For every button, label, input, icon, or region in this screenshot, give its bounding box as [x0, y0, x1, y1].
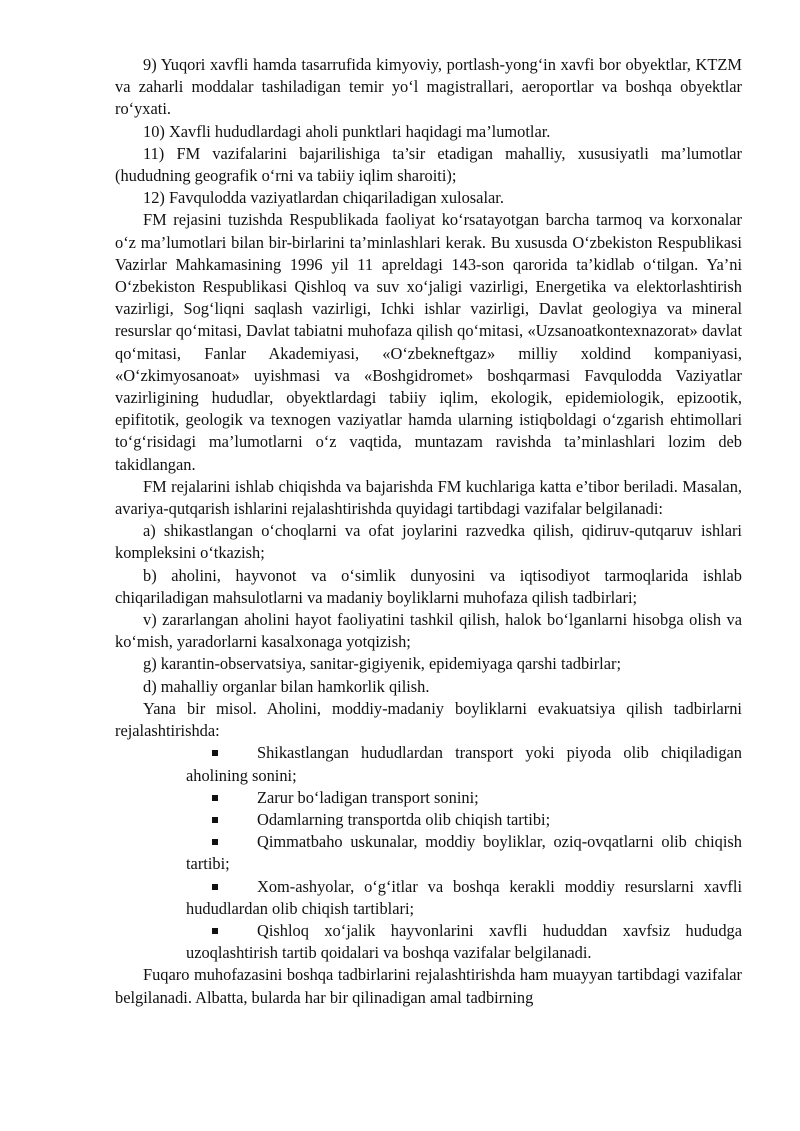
paragraph-item-12: 12) Favqulodda vaziyatlardan chiqariladigan xulosalar.: [143, 188, 504, 208]
paragraph-item-10: 10) Xavfli hududlardagi aholi punktlari haqidagi ma’lumotlar.: [143, 121, 551, 141]
square-bullet-icon: [212, 884, 218, 890]
square-bullet-icon: [212, 839, 218, 845]
paragraph-evacuation-example: Yana bir misol. Aholini, moddiy-madaniy boyliklarni evakuatsiya qilish tadbirlarni rejalashtirishda:: [115, 698, 742, 741]
bullet-text: Zarur bo‘ladigan transport sonini;: [257, 787, 479, 807]
bullet-item: [186, 920, 742, 964]
square-bullet-icon: [212, 817, 218, 823]
square-bullet-icon: [212, 928, 218, 934]
paragraph-task-g: g) karantin-observatsiya, sanitar-gigiyenik, epidemiyaga qarshi tadbirlar;: [143, 654, 622, 674]
bullet-text: Xom-ashyolar, o‘g‘itlar va boshqa kerakli moddiy resurslarni xavfli hududlardan olib chiqish tartiblari;: [186, 876, 742, 918]
bullet-text: Qishloq xo‘jalik hayvonlarini xavfli hududdan xavfsiz hududga uzoqlashtirish tartib qoidalari va boshqa vazifalar belgilanadi.: [186, 920, 742, 963]
bullet-item: [186, 742, 742, 786]
paragraph-task-d: d) mahalliy organlar bilan hamkorlik qilish.: [143, 676, 430, 696]
paragraph-task-a: a) shikastlangan o‘choqlarni va ofat joylarini razvedka qilish, qidiruv-qutqaruv ishlari kompleksini o‘tkazish;: [115, 521, 742, 563]
square-bullet-icon: [212, 750, 218, 756]
evacuation-bullet-list: [115, 742, 742, 964]
bullet-item: [186, 831, 742, 875]
document-page: [115, 54, 742, 1009]
paragraph-item-11: 11) FM vazifalarini bajarilishiga ta’sir etadigan mahalliy, xususiyatli ma’lumotlar (hududning geografik o‘rni va tabiiy iqlim sharoiti);: [115, 143, 742, 186]
paragraph-fm-forces: FM rejalarini ishlab chiqishda va bajarishda FM kuchlariga katta e’tibor beriladi. Masalan, avariya-qutqarish ishlarini rejalashtirishda quyidagi tartibdagi vazifalar belgilanadi:: [115, 476, 742, 519]
paragraph-task-v: v) zararlangan aholini hayot faoliyatini tashkil qilish, halok bo‘lganlarni hisobga olish va ko‘mish, yaradorlarni kasalxonaga yotqizish;: [115, 610, 742, 652]
paragraph-civil-protection: Fuqaro muhofazasini boshqa tadbirlarini rejalashtirishda ham muayyan tartibdagi vazifalar belgilanadi. Albatta, bularda har bir qilinadigan amal tadbirning: [115, 965, 742, 1007]
bullet-text: Shikastlangan hududlardan transport yoki piyoda olib chiqiladigan aholining sonini;: [186, 743, 742, 785]
paragraph-task-b: b) aholini, hayvonot va o‘simlik dunyosini va iqtisodiyot tarmoqlarida ishlab chiqariladigan mahsulotlarni va madaniy boyliklarni muhofaza qilish tadbirlari;: [115, 565, 742, 607]
paragraph-item-9: 9) Yuqori xavfli hamda tasarrufida kimyoviy, portlash-yong‘in xavfi bor obyektlar, KTZM va zaharli moddalar tashiladigan temir yo‘l magistrallari, aeroportlar va boshqa obyektlar ro‘yxati.: [115, 55, 742, 119]
bullet-text: Odamlarning transportda olib chiqish tartibi;: [257, 809, 551, 829]
bullet-text: Qimmatbaho uskunalar, moddiy boyliklar, oziq-ovqatlarni olib chiqish tartibi;: [186, 832, 742, 874]
bullet-item: [186, 876, 742, 920]
square-bullet-icon: [212, 795, 218, 801]
bullet-item: [186, 787, 742, 809]
bullet-item: [186, 809, 742, 831]
paragraph-fm-plan: FM rejasini tuzishda Respublikada faoliyat ko‘rsatayotgan barcha tarmoq va korxonalar o‘z ma’lumotlari bilan bir-birlarini ta’minlashlari kerak. Bu xususda O‘zbekiston Respublikasi Vazirlar Mahkamasining 1996 yil 11 apreldagi 143-son qarorida ta’kidlab o‘tilgan. Ya’ni O‘zbekiston Respublikasi Qishloq va suv xo‘jaligi vazirligi, Energetika va elektorlashtirish vazirligi, Sog‘liqni saqlash vazirligi, Ichki ishlar vazirligi, Davlat geologiya va mineral resurslar qo‘mitasi, Davlat tabiatni muhofaza qilish qo‘mitasi, «Uzsanoatkontexnazorat» davlat qo‘mitasi, Fanlar Akademiyasi, «O‘zbekneftgaz» milliy xoldind kompaniyasi, «O‘zkimyosanoat» uyishmasi va «Boshgidromet» boshqarmasi Favqulodda Vaziyatlar vazirligining hududlar, obyektlardagi tabiiy iqlim, ekologik, epidemiologik, epizootik, epifitotik, geologik va texnogen vaziyatlar hamda ularning istiqboldagi o‘zgarish ehtimollari to‘g‘risidagi ma’lumotlarni o‘z vaqtida, muntazam ravishda ta’minlashlari lozim deb takidlangan.: [115, 210, 742, 474]
